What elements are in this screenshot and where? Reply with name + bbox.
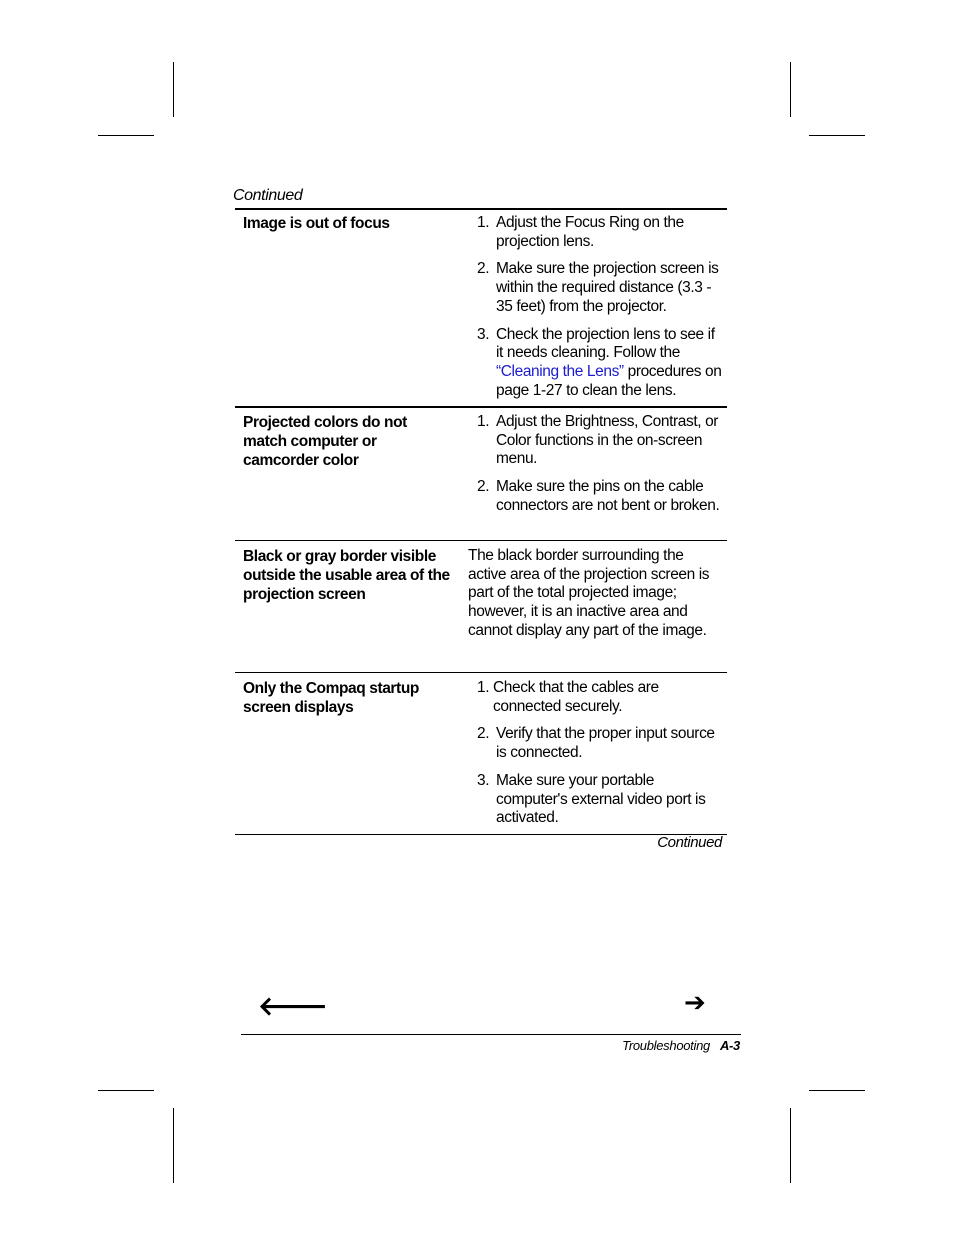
step-text: Adjust the Focus Ring on the projection lens. — [496, 214, 684, 250]
list-item — [470, 214, 725, 251]
list-item — [470, 725, 725, 762]
crop-mark — [790, 62, 791, 117]
list-item — [470, 260, 725, 316]
problem-projected-colors: Projected colors do not match computer or camcorder color — [243, 414, 407, 469]
list-item — [470, 478, 725, 515]
continued-label-top: Continued — [233, 187, 303, 204]
page-footer — [622, 1038, 740, 1053]
step-text: Adjust the Brightness, Contrast, or Color functions in the on-screen menu. — [496, 413, 719, 468]
step-number: 3. — [477, 771, 490, 789]
step-text: Make sure the projection screen is within the required distance (3.3 - 35 feet) from the projector. — [496, 260, 719, 315]
footer-section: Troubleshooting — [622, 1038, 710, 1053]
crop-mark — [809, 1090, 865, 1091]
crop-mark — [98, 1090, 154, 1091]
table-rule — [235, 672, 727, 673]
table-rule — [235, 208, 727, 210]
continued-label-bottom: Continued — [657, 834, 722, 851]
footer-rule — [241, 1034, 741, 1035]
list-item — [470, 326, 725, 401]
step-number: 1. — [477, 679, 490, 696]
crop-mark — [173, 62, 174, 117]
problem-out-of-focus: Image is out of focus — [243, 215, 390, 232]
step-text: Make sure your portable computer's external video port is activated. — [496, 771, 706, 827]
list-item — [470, 679, 725, 716]
solution-out-of-focus — [470, 214, 725, 409]
step-number: 1. — [477, 413, 490, 430]
cleaning-the-lens-link[interactable]: “Cleaning the Lens” — [496, 362, 624, 380]
list-item — [470, 413, 725, 469]
solution-black-border: The black border surrounding the active area of the projection screen is part of the total projected image; however, it is an inactive area and cannot display any part of the image. — [468, 547, 710, 639]
step-number: 1. — [477, 214, 490, 231]
step-number: 2. — [477, 725, 490, 743]
arrow-left-icon[interactable]: 🡐 — [258, 992, 328, 1022]
step-number: 2. — [477, 260, 490, 278]
list-item — [470, 772, 725, 828]
table-rule — [235, 540, 727, 541]
step-number: 2. — [477, 478, 490, 496]
crop-mark — [98, 135, 154, 136]
page-number: A-3 — [719, 1038, 740, 1053]
step-text: Make sure the pins on the cable connectors are not bent or broken. — [496, 478, 720, 514]
crop-mark — [173, 1108, 174, 1183]
arrow-right-icon[interactable]: ➔ — [684, 988, 706, 1018]
step-text: Verify that the proper input source is connected. — [496, 725, 715, 762]
solution-projected-colors — [470, 413, 725, 525]
step-text: procedures on page 1-27 to clean the lens. — [496, 362, 722, 399]
problem-black-border: Black or gray border visible outside the usable area of the projection screen — [243, 548, 450, 603]
step-text: Check the projection lens to see if it needs cleaning. Follow the — [496, 325, 715, 362]
solution-compaq-startup — [470, 679, 725, 837]
step-text: Check that the cables are connected securely. — [493, 679, 659, 715]
problem-compaq-startup: Only the Compaq startup screen displays — [243, 680, 419, 716]
crop-mark — [790, 1108, 791, 1183]
crop-mark — [809, 135, 865, 136]
step-number: 3. — [477, 325, 490, 343]
